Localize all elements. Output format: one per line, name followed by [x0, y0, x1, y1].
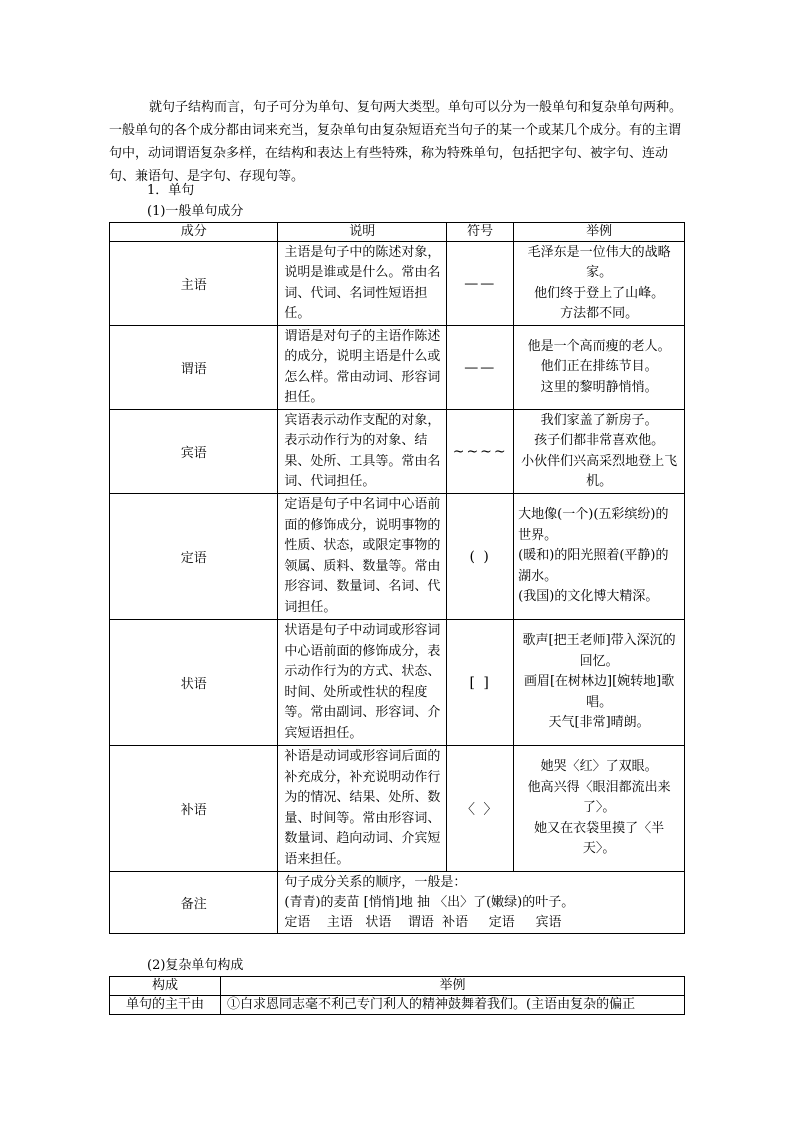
component-description: 宾语表示动作支配的对象，表示动作行为的对象、结果、处所、工具等。常由名词、代词担任。 [278, 410, 447, 494]
example-line: 歌声[把王老师]带入深沉的回忆。 [522, 633, 676, 669]
example-line: 画眉[在树林边][婉转地]歌唱。 [523, 674, 675, 710]
example-line: (暖和)的阳光照着(平静)的湖水。 [518, 548, 669, 584]
component-examples [514, 746, 685, 872]
component-examples [514, 326, 685, 410]
table-row [110, 620, 685, 746]
heading-general-components: (1)一般单句成分 [147, 204, 244, 219]
example-line: 她哭〈红〉了双眼。 [540, 759, 658, 775]
component-name: 补语 [110, 746, 278, 872]
component-name: 宾语 [110, 410, 278, 494]
table-row [110, 746, 685, 872]
component-symbol: 〈 〉 [447, 746, 514, 872]
component-name: 定语 [110, 494, 278, 620]
example-line: 他高兴得〈眼泪都流出来了〉。 [527, 779, 671, 816]
example-line: 天气[非常]晴朗。 [548, 715, 650, 731]
example-line: (我国)的文化博大精深。 [518, 589, 659, 605]
component-symbol: —— [447, 242, 514, 326]
header-description: 说明 [278, 223, 447, 242]
example-line: 大地像(一个)(五彩缤纷)的世界。 [518, 507, 669, 543]
components-table [109, 222, 685, 934]
heading-complex-components: (2)复杂单句构成 [147, 958, 244, 973]
header-example: 举例 [221, 977, 685, 996]
table-header-row [110, 223, 685, 242]
table-row-note [110, 872, 685, 934]
note-content [278, 872, 685, 934]
table-row [110, 242, 685, 326]
component-name: 状语 [110, 620, 278, 746]
component-description: 主语是句子中的陈述对象，说明是谁或是什么。常由名词、代词、名词性短语担任。 [278, 242, 447, 326]
example-line: 毛泽东是一位伟大的战略家。 [527, 244, 671, 280]
table-row [110, 410, 685, 494]
component-description: 定语是句子中名词中心语前面的修饰成分，说明事物的性质、状态，或限定事物的领属、质料、数量等。常由形容词、数量词、名词、代词担任。 [278, 494, 447, 620]
component-examples [514, 620, 685, 746]
note-example-sentence: (青青)的麦苗 [悄悄]地 抽 〈出〉了(嫩绿)的叶子。 [284, 894, 575, 910]
example-line: 他是一个高而瘦的老人。 [527, 338, 671, 354]
heading-single-sentence: 1．单句 [147, 183, 195, 198]
table-row [110, 494, 685, 620]
component-symbol: ~~~~ [447, 410, 514, 494]
example-line: 方法都不同。 [560, 306, 639, 321]
example-line: 这里的黎明静悄悄。 [540, 379, 658, 395]
complex-sentence-table [109, 976, 685, 1015]
header-component: 成分 [110, 223, 278, 242]
header-symbol: 符号 [447, 223, 514, 242]
component-description: 状语是句子中动词或形容词中心语前面的修饰成分，表示动作行为的方式、状态、时间、处所或性状的程度等。常由副词、形容词、介宾短语担任。 [278, 620, 447, 746]
example-line: 他们终于登上了山峰。 [534, 285, 665, 301]
example-line: 孩子们都非常喜欢他。 [534, 433, 665, 448]
component-symbol: [ ] [447, 620, 514, 746]
table-row [110, 326, 685, 410]
note-label: 备注 [110, 872, 278, 934]
structure-example: ①白求恩同志毫不利己专门利人的精神鼓舞着我们。(主语由复杂的偏正 [221, 996, 685, 1015]
component-description: 补语是动词或形容词后面的补充成分，补充说明动作行为的情况、结果、处所、数量、时间等。常由形容词、数量词、趋向动词、介宾短语来担任。 [278, 746, 447, 872]
table-row [110, 996, 685, 1015]
component-examples [514, 410, 685, 494]
example-line: 小伙伴们兴高采烈地登上飞机。 [521, 453, 678, 489]
note-component-labels: 定语 主语 状语 谓语 补语 定语 宾语 [284, 914, 562, 930]
component-name: 谓语 [110, 326, 278, 410]
component-symbol: —— [447, 326, 514, 410]
header-example: 举例 [514, 223, 685, 242]
component-examples [514, 494, 685, 620]
example-line: 他们正在排练节目。 [540, 359, 658, 375]
component-name: 主语 [110, 242, 278, 326]
intro-paragraph: 就句子结构而言，句子可分为单句、复句两大类型。单句可以分为一般单句和复杂单句两种。一般单句的各个成分都由词来充当，复杂单句由复杂短语充当句子的某一个或某几个成分。有的主谓句中，动词谓语复杂多样，在结构和表达上有些特殊，称为特殊单句，包括把字句、被字句、连动句、兼语句、是字句、存现句等。 [109, 100, 683, 184]
component-description: 谓语是对句子的主语作陈述的成分，说明主语是什么或怎么样。常由动词、形容词担任。 [278, 326, 447, 410]
example-line: 她又在衣袋里摸了〈半天〉。 [534, 820, 665, 857]
table-header-row [110, 977, 685, 996]
component-examples [514, 242, 685, 326]
example-line: 我们家盖了新房子。 [540, 412, 658, 428]
component-symbol: ( ) [447, 494, 514, 620]
note-line: 句子成分关系的顺序，一般是： [284, 874, 467, 890]
header-structure: 构成 [110, 977, 221, 996]
structure-name: 单句的主干由 [110, 996, 221, 1015]
